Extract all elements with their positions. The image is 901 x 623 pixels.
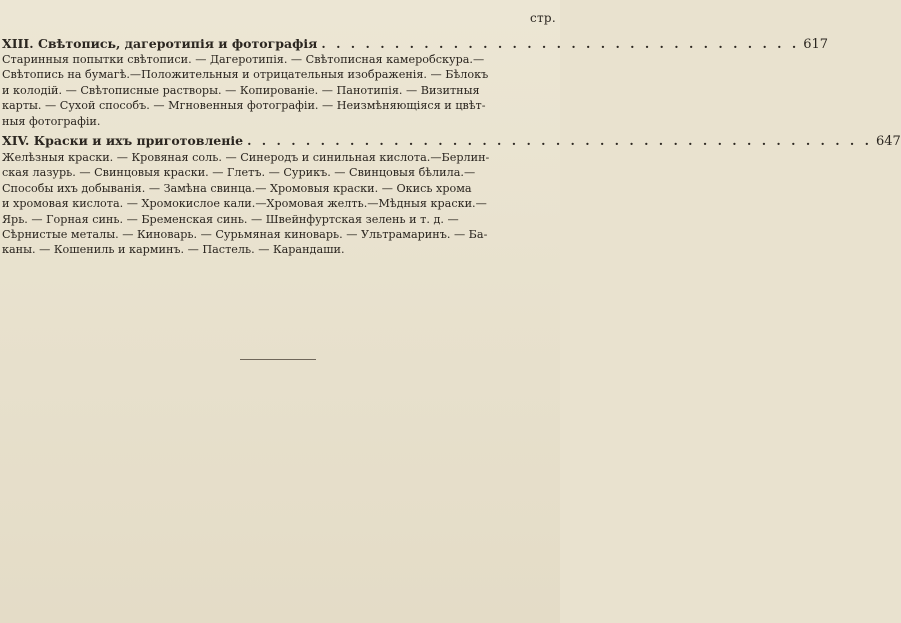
toc-entry-xiv [2, 133, 901, 149]
page-column-label: стр. [529, 11, 556, 25]
description-line: карты. — Сухой способъ. — Мгновенныя фотографіи. — Неизмѣняющіяся и цвѣт- [2, 99, 486, 113]
description-line: каны. — Кошениль и карминъ. — Пастель. — Карандаши. [2, 243, 345, 257]
description-line: Желѣзныя краски. — Кровяная соль. — Синеродъ и синильная кислота.—Берлин- [2, 151, 490, 164]
toc-entry-title: XIV. Краски и ихъ приготовленіе [2, 133, 244, 148]
description-line: ныя фотографіи. [2, 114, 101, 128]
description-line: и хромовая кислота. — Хромокислое кали.—Хромовая желть.—Мѣдныя краски.— [2, 197, 487, 211]
toc-entry-description [2, 52, 532, 129]
toc-entry-xiii [2, 36, 829, 52]
description-line: Сѣрнистые металы. — Киноварь. — Сурьмяная киноварь. — Ультрамаринъ. — Ба- [2, 228, 488, 242]
description-line: Свѣтопись на бумагѣ.—Положительныя и отрицательныя изображенія. — Бѣлокъ [2, 68, 489, 82]
description-line: Способы ихъ добыванія. — Замѣна свинца.— Хромовыя краски. — Окись хрома [2, 181, 472, 195]
leader-dots: . . . . . . . . . . . . . . . . . . . . . . . . . . . . . . . . . [321, 36, 800, 51]
description-line: ская лазурь. — Свинцовыя краски. — Глетъ. — Сурикъ. — Свинцовыя бѣлила.— [2, 166, 476, 180]
toc-entry-page: 617 [803, 37, 829, 52]
description-line: Ярь. — Горная синь. — Бременская синь. — Швейнфуртская зелень и т. д. — [2, 212, 459, 226]
description-line: Старинныя попытки свѣтописи. — Дагеротипія. — Свѣтописная камеробскура.— [2, 53, 485, 66]
toc-entry-title: XIII. Свѣтопись, дагеротипія и фотографія [2, 36, 318, 51]
description-line: и колодій. — Свѣтописные растворы. — Копированіе. — Панотипія. — Визитныя [2, 83, 480, 97]
toc-entry-page: 647 [875, 134, 901, 149]
toc-entry-description [2, 150, 532, 258]
section-divider [240, 359, 316, 360]
leader-dots: . . . . . . . . . . . . . . . . . . . . . . . . . . . . . . . . . . . . . . . . . . . [247, 133, 872, 148]
